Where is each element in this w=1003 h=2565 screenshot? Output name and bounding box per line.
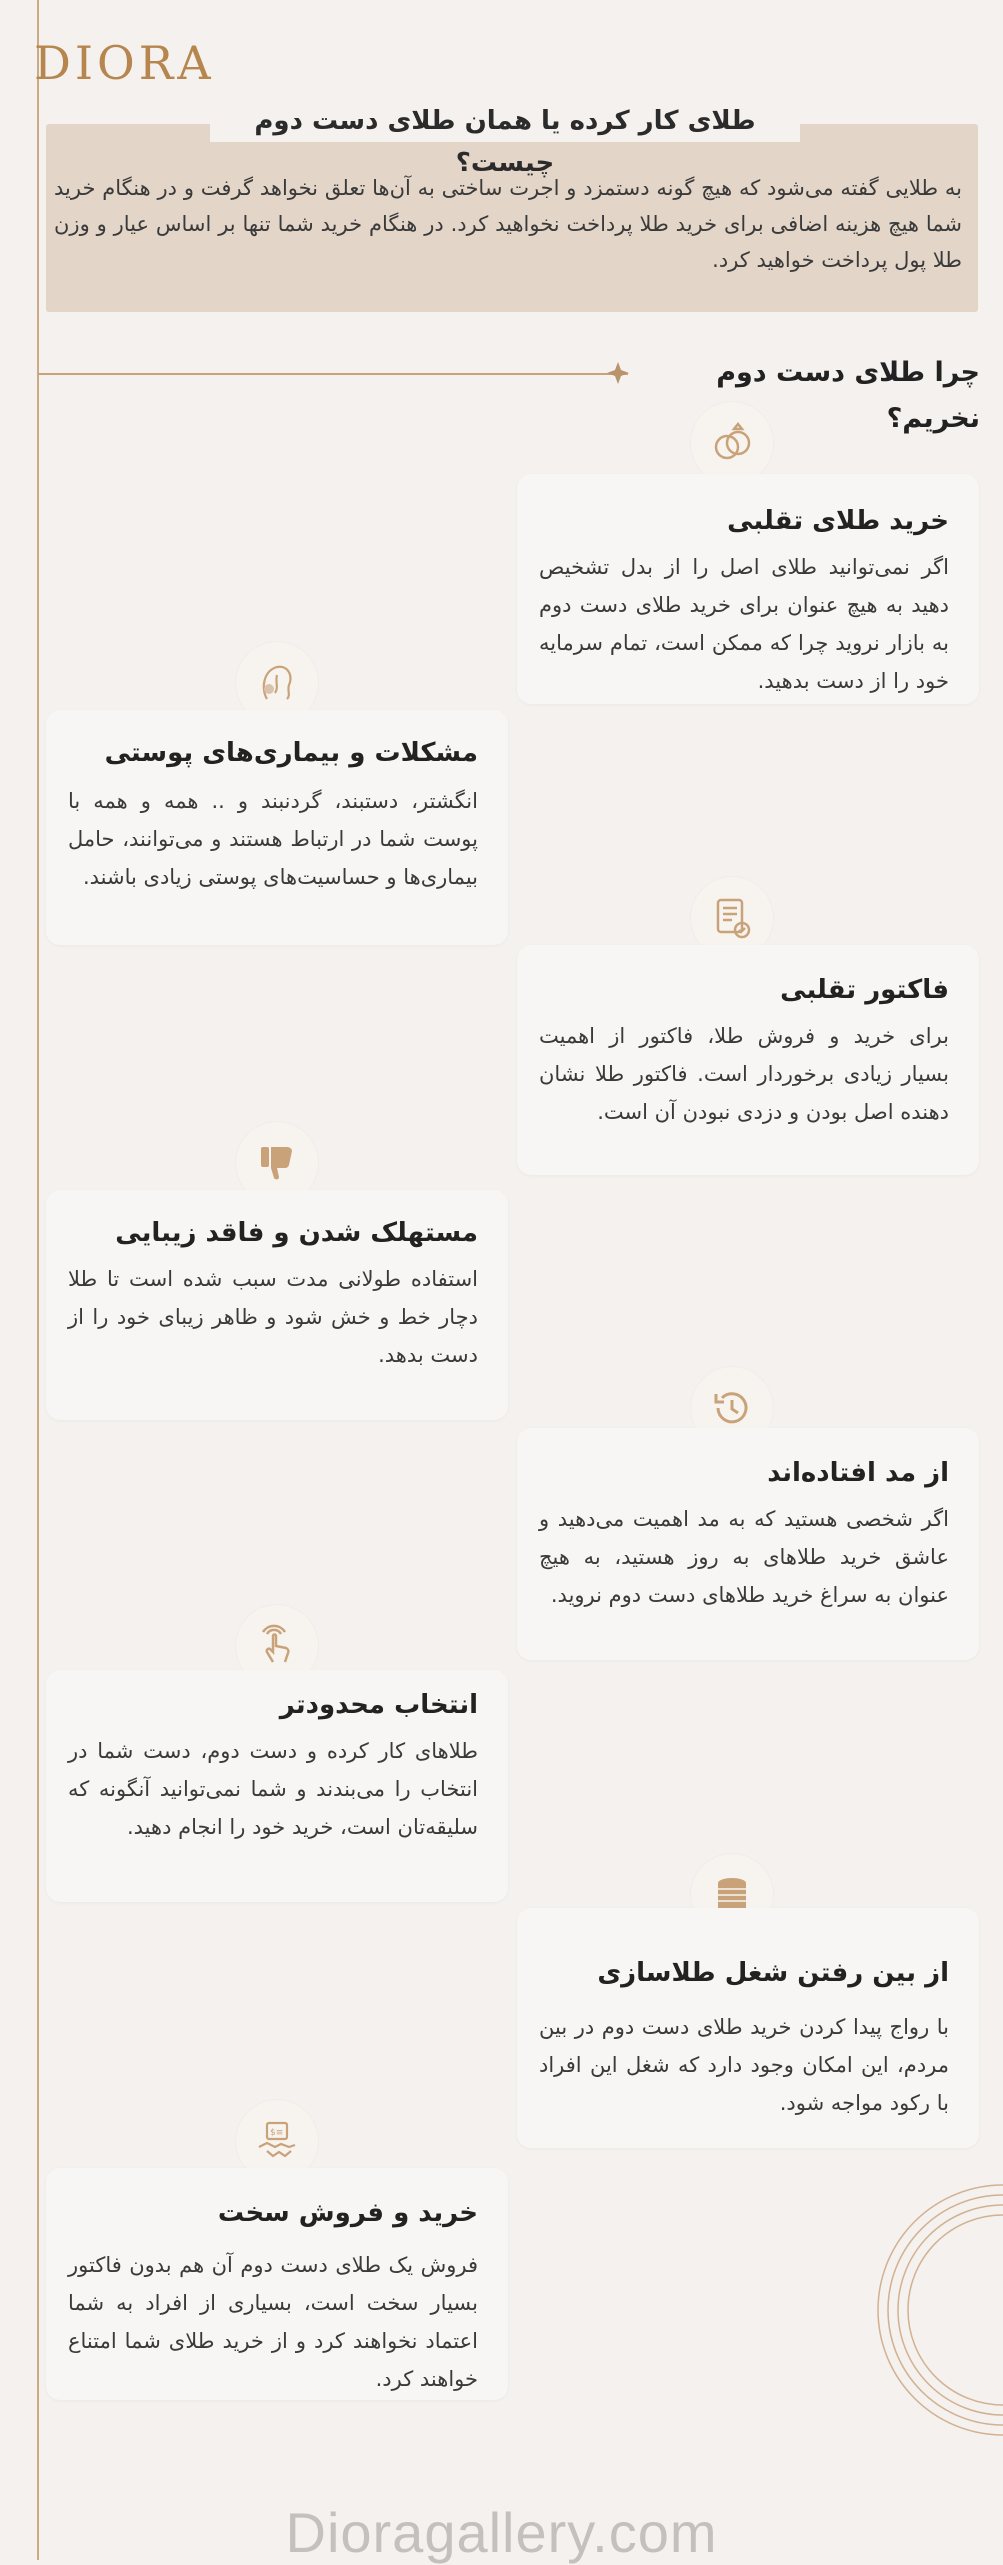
logo-text: DIORA	[34, 36, 215, 90]
section-title: چرا طلای دست دوم نخریم؟	[716, 357, 980, 434]
svg-text:$≡: $≡	[270, 2128, 284, 2138]
card-title: خرید و فروش سخت	[217, 2198, 478, 2228]
diamond-icon	[607, 362, 629, 384]
card-text: برای خرید و فروش طلا، فاکتور از اهمیت بسیار زیادی برخوردار است. فاکتور طلا نشان دهنده اصل بودن و دزدی نبودن آن است.	[539, 1024, 949, 1124]
intro-title: طلای کار کرده یا همان طلای دست دوم چیست؟	[210, 100, 800, 142]
card-fake-invoice	[517, 945, 979, 1175]
card-text: با رواج پیدا کردن خرید طلای دست دوم در بین مردم، این امکان وجود دارد که شغل این افراد با رکود مواجه شود.	[539, 2015, 949, 2115]
card-text: استفاده طولانی مدت سبب شده است تا طلا دچار خط و خش شود و ظاهر زیبای خود را از دست بدهد.	[68, 1267, 478, 1367]
card-title: انتخاب محدودتر	[279, 1690, 478, 1720]
timeline-line	[37, 0, 39, 2560]
card-text: اگر شخصی هستید که به مد اهمیت می‌دهید و عاشق خرید طلاهای به روز هستید، به هیچ عنوان به سراغ خرید طلاهای دست دوم نروید.	[539, 1507, 949, 1607]
section-divider	[38, 373, 628, 375]
logo	[34, 36, 234, 88]
card-skin-problems	[46, 710, 508, 945]
card-title: مشکلات و بیماری‌های پوستی	[104, 738, 478, 768]
card-text: اگر نمی‌توانید طلای اصل را از بدل تشخیص دهید به هیچ عنوان برای خرید طلای دست دوم به بازار نروید چرا که ممکن است، تمام سرمایه خود را از دست بدهید.	[539, 555, 949, 693]
card-hard-trade	[46, 2168, 508, 2400]
rings-icon	[691, 402, 773, 484]
decorative-rings	[873, 2180, 1003, 2440]
card-title: از بین رفتن شغل طلاسازی	[597, 1958, 949, 1988]
card-title: مستهلک شدن و فاقد زیبایی	[115, 1218, 478, 1248]
card-title: از مد افتاده‌اند	[767, 1458, 949, 1488]
card-fake-gold	[517, 474, 979, 704]
footer-website: Dioragallery.com	[285, 2501, 718, 2564]
card-worn-out	[46, 1190, 508, 1420]
card-text: انگشتر، دستبند، گردنبند و .. همه و همه با پوست شما در ارتباط هستند و می‌توانند، حامل بیماری‌ها و حساسیت‌های پوستی زیادی باشند.	[68, 789, 478, 889]
intro-text: به طلایی گفته می‌شود که هیچ گونه دستمزد و اجرت ساختی به آن‌ها تعلق نخواهد گرفت و در هنگام خرید شما هیچ هزینه اضافی برای خرید طلا پرداخت نخواهید کرد. در هنگام خرید شما تنها بر اساس عیار و وزن طلا پول پرداخت خواهید کرد.	[54, 176, 962, 272]
card-title: خرید طلای تقلبی	[727, 506, 949, 536]
card-out-of-fashion	[517, 1428, 979, 1660]
card-text: فروش یک طلای دست دوم آن هم بدون فاکتور بسیار سخت است، بسیاری از افراد به شما اعتماد نخواهند کرد و از خرید طلای شما امتناع خواهند کرد.	[68, 2253, 478, 2391]
card-title: فاکتور تقلبی	[780, 975, 949, 1005]
card-goldsmith-jobs	[517, 1908, 979, 2148]
card-text: طلاهای کار کرده و دست دوم، دست شما در انتخاب را می‌بندند و شما نمی‌توانید آنگونه که سلیقه‌تان است، خرید خود را انجام دهید.	[68, 1739, 478, 1839]
card-limited-choice	[46, 1670, 508, 1902]
